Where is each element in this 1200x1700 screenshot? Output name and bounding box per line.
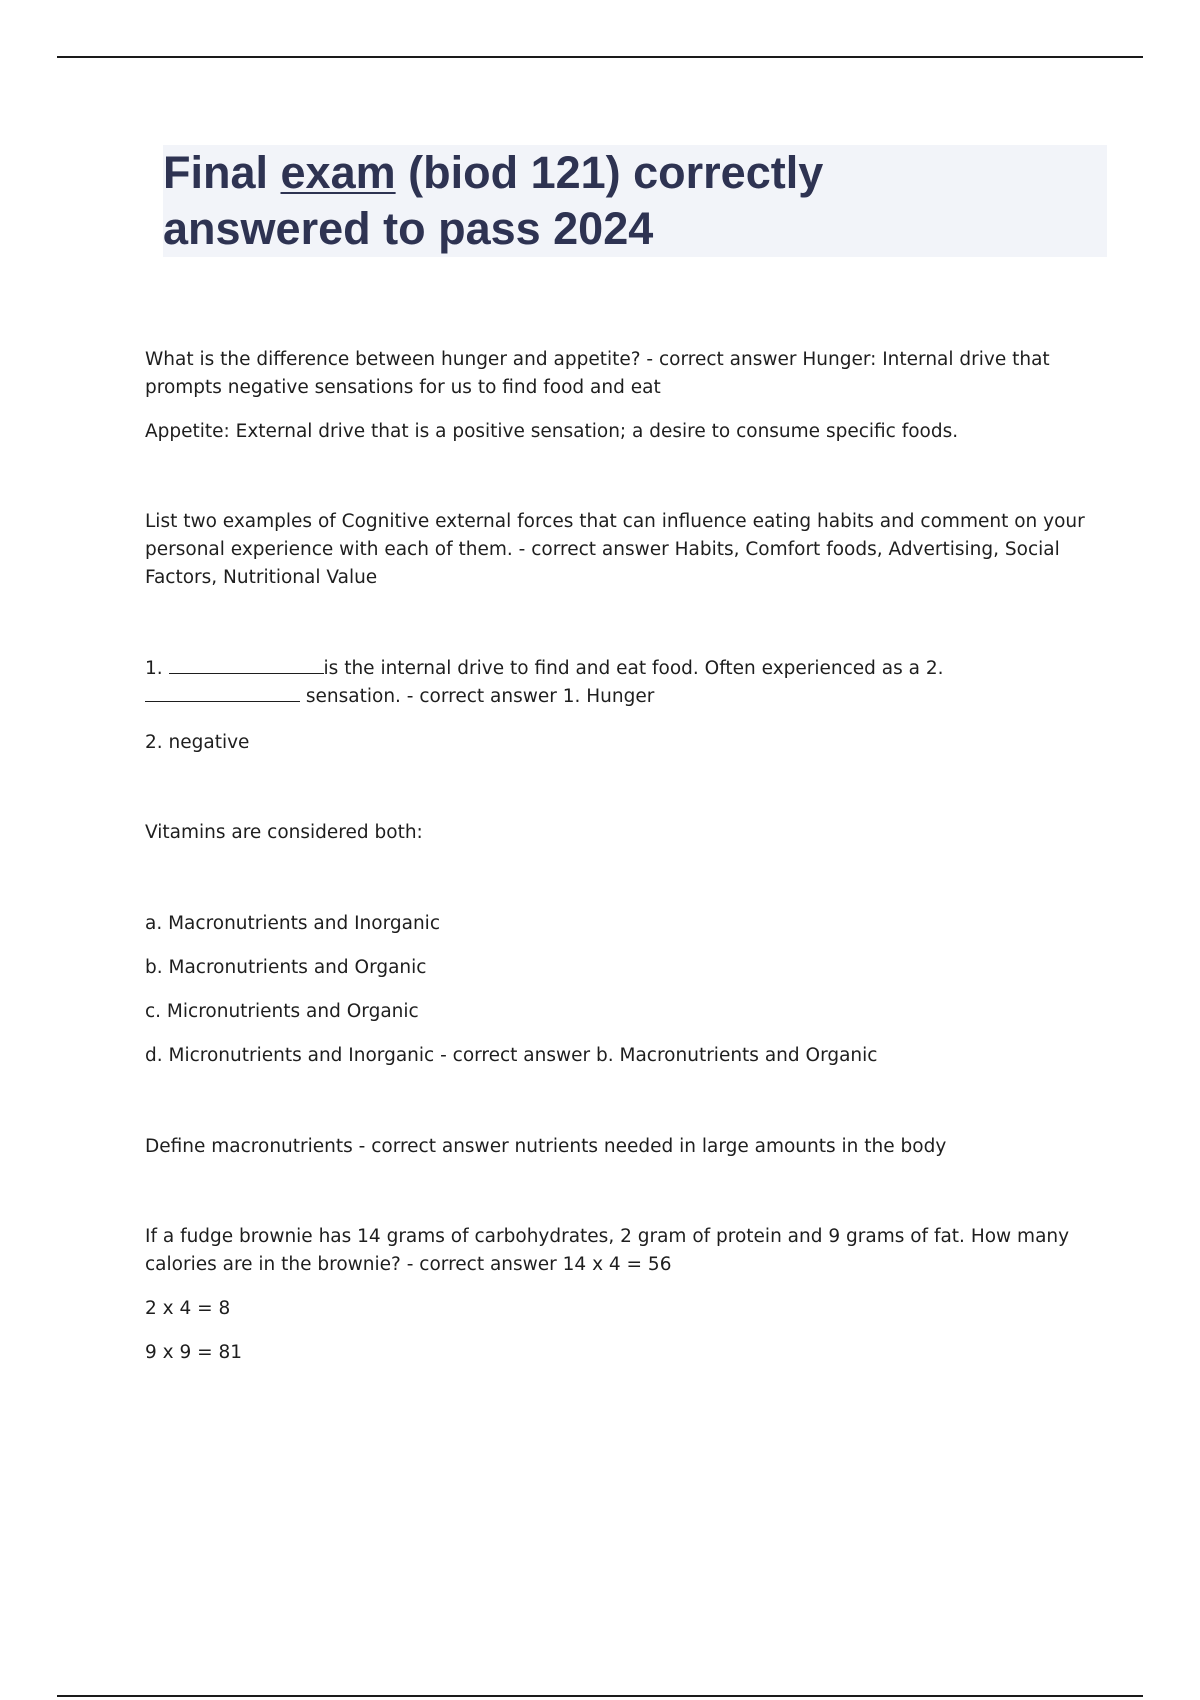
document-title: Final exam (biod 121) correctly answered to pass 2024 [163, 147, 824, 254]
question-2: List two examples of Cognitive external forces that can influence eating habits and comment on your personal experience with each of them. - correct answer Habits, Comfort foods, Advertising, Social Factors, Nutritional Value [145, 511, 1085, 588]
option-d: d. Micronutrients and Inorganic - correct answer b. Macronutrients and Organic [145, 1045, 878, 1066]
title-underlined-word: exam [280, 147, 396, 198]
calc-line-1: 2 x 4 = 8 [145, 1298, 231, 1319]
question-6: If a fudge brownie has 14 grams of carbohydrates, 2 gram of protein and 9 grams of fat. How many calories are in the brownie? - correct answer 14 x 4 = 56 [145, 1226, 1070, 1275]
calc-line-2: 9 x 9 = 81 [145, 1342, 243, 1363]
question-1: What is the difference between hunger and appetite? - correct answer Hunger: Internal drive that prompts negative sensations for us to find food and eat [145, 349, 1050, 398]
option-a: a. Macronutrients and Inorganic [145, 913, 440, 934]
document-body [145, 346, 1095, 1367]
option-c: c. Micronutrients and Organic [145, 1001, 419, 1022]
fill-blank-2 [145, 683, 300, 702]
answer-3-continued: 2. negative [145, 732, 250, 753]
answer-1-continued: Appetite: External drive that is a positive sensation; a desire to consume specific foods. [145, 421, 959, 442]
question-5: Define macronutrients - correct answer nutrients needed in large amounts in the body [145, 1136, 947, 1157]
question-3: 1. is the internal drive to find and eat food. Often experienced as a 2. sensation. - correct answer 1. Hunger [145, 655, 1095, 711]
bottom-rule [57, 1695, 1143, 1697]
fill-blank-1 [169, 655, 324, 674]
title-banner [163, 145, 1107, 257]
question-4: Vitamins are considered both: [145, 822, 423, 843]
option-b: b. Macronutrients and Organic [145, 957, 427, 978]
top-rule [57, 56, 1143, 58]
